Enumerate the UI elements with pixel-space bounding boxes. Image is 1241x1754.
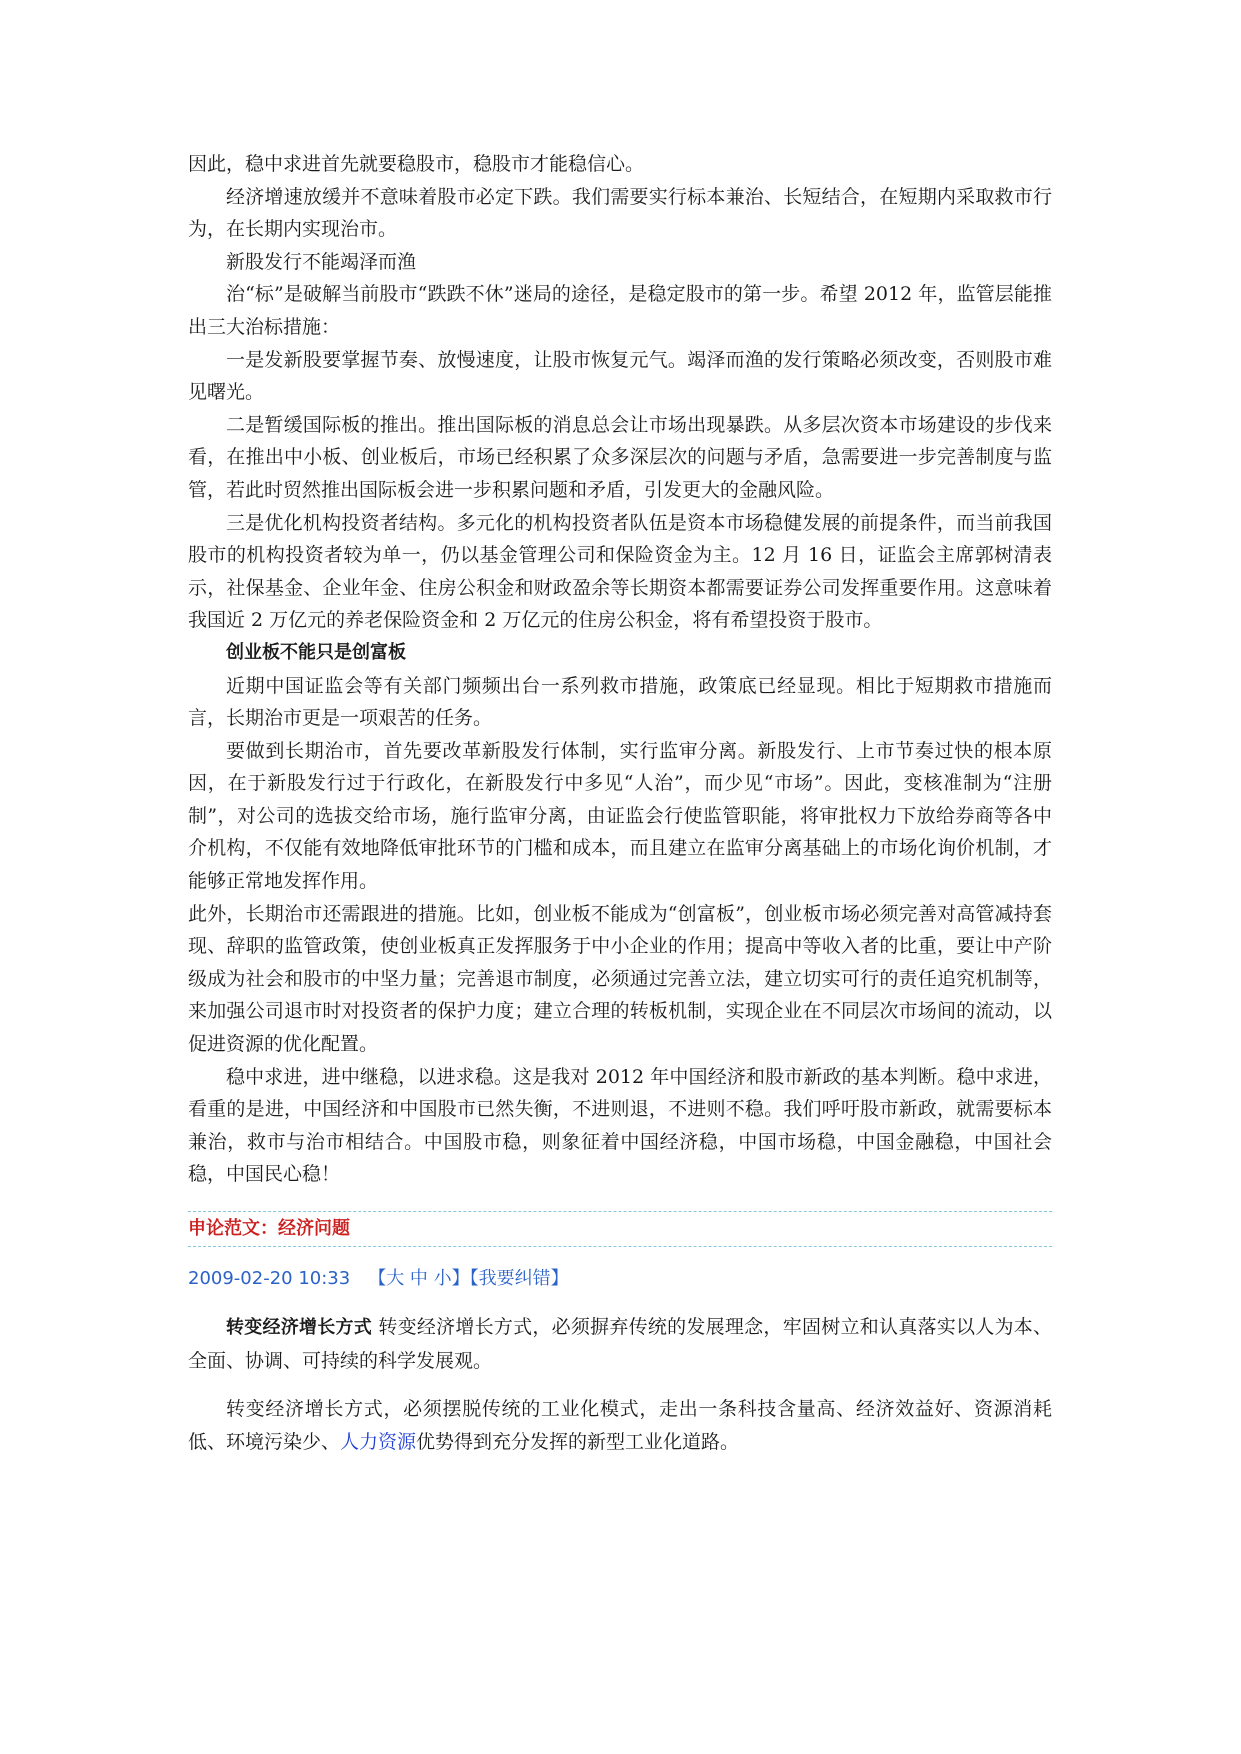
section-paragraph-1-text: 转变经济增长方式，必须摒弃传统的发展理念，牢固树立和认真落实以人为本、全面、协调、可持续的科学发展观。 [188,1316,1053,1372]
lead-phrase: 转变经济增长方式 [226,1317,373,1338]
paragraph-1: 因此，稳中求进首先就要稳股市，稳股市才能稳信心。 [188,153,645,175]
paragraph-10: 稳中求进，进中继稳，以进求稳。这是我对 2012 年中国经济和股市新政的基本判断。稳中求进，看重的是进，中国经济和中国股市已然失衡，不进则退，不进则不稳。我们呼吁股市新政，就需要标本兼治，救市与治市相结合。中国股市稳，则象征着中国经济稳，中国市场稳，中国金融稳，中国社会稳，中国民心稳！ [188,1065,1052,1186]
paragraph-9: 此外，长期治市还需跟进的措施。比如，创业板不能成为“创富板”，创业板市场必须完善对高管减持套现、辞职的监管政策，使创业板真正发挥服务于中小企业的作用；提高中等收入者的比重，要让中产阶级成为社会和股市的中坚力量；完善退市制度，必须通过完善立法，建立切实可行的责任追究机制等，来加强公司退市时对投资者的保护力度；建立合理的转板机制，实现企业在不同层次市场间的流动，以促进资源的优化配置。 [188,902,1052,1056]
paragraph-8: 要做到长期治市，首先要改革新股发行体制，实行监审分离。新股发行、上市节奏过快的根本原因，在于新股发行过于行政化，在新股发行中多见“人治”，而少见“市场”。因此，变核准制为“注册制”，对公司的选拔交给市场，施行监审分离，由证监会行使监管职能，将审批权力下放给券商等各中介机构，不仅能有效地降低审批环节的门槛和成本，而且建立在监审分离基础上的市场化询价机制，才能够正常地发挥作用。 [188,739,1052,893]
section-paragraph-2-before: 转变经济增长方式，必须摆脱传统的工业化模式，走出一条科技含量高、经济效益好、资源消耗低、环境污染少、 [188,1398,1052,1453]
section-paragraph-2-after: 优势得到充分发挥的新型工业化道路。 [416,1430,740,1453]
publish-date: 2009-02-20 10:33 [188,1268,351,1289]
section-paragraph-2 [188,1393,1052,1458]
paragraph-3: 治“标”是破解当前股市“跌跌不休”迷局的途径，是稳定股市的第一步。希望 2012 年，监管层能推出三大治标措施： [188,283,1052,338]
section-paragraph-1 [188,1311,1052,1377]
article-body [188,148,1052,1458]
section-title: 申论范文：经济问题 [188,1218,350,1239]
paragraph-2: 经济增速放缓并不意味着股市必定下跌。我们需要实行标本兼治、长短结合，在短期内采取救市行为，在长期内实现治市。 [188,185,1052,241]
subheading-new-share: 新股发行不能竭泽而渔 [226,250,417,273]
human-resources-link[interactable]: 人力资源 [340,1430,417,1453]
article-meta [188,1263,1052,1295]
font-size-controls[interactable]: 【大 中 小】 [368,1268,470,1289]
subheading-gem-board: 创业板不能只是创富板 [226,641,406,663]
paragraph-5: 二是暂缓国际板的推出。推出国际板的消息总会让市场出现暴跌。从多层次资本市场建设的步伐来看，在推出中小板、创业板后，市场已经积累了众多深层次的问题与矛盾，急需要进一步完善制度与监管，若此时贸然推出国际板会进一步积累问题和矛盾，引发更大的金融风险。 [188,413,1052,501]
paragraph-6: 三是优化机构投资者结构。多元化的机构投资者队伍是资本市场稳健发展的前提条件，而当前我国股市的机构投资者较为单一，仍以基金管理公司和保险资金为主。12 月 16 日，证监会主席郭树清表示，社保基金、企业年金、住房公积金和财政盈余等长期资本都需要证券公司发挥重要作用。这意味着我国近 2 万亿元的养老保险资金和 2 万亿元的住房公积金，将有希望投资于股市。 [188,511,1052,632]
paragraph-4: 一是发新股要掌握节奏、放慢速度，让股市恢复元气。竭泽而渔的发行策略必须改变，否则股市难见曙光。 [188,348,1052,404]
report-error-link[interactable]: 【我要纠错】 [469,1268,569,1289]
paragraph-7: 近期中国证监会等有关部门频频出台一系列救市措施，政策底已经显现。相比于短期救市措施而言，长期治市更是一项艰苦的任务。 [188,674,1052,730]
